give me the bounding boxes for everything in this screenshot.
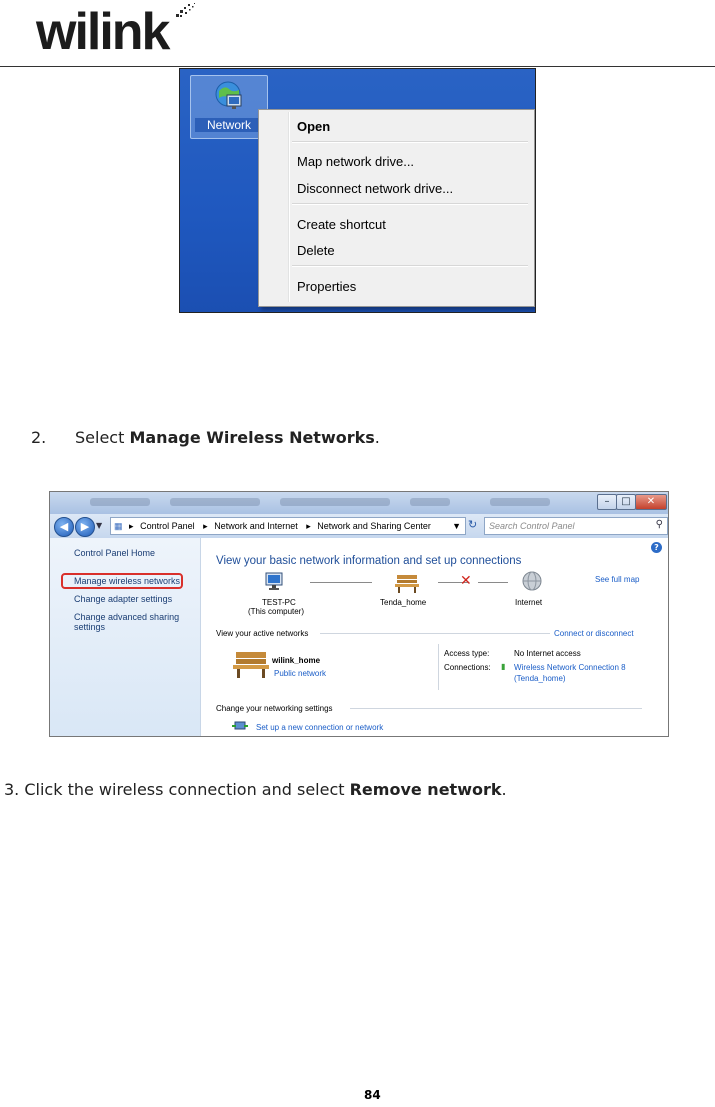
network-sharing-center-screenshot <box>49 491 669 737</box>
setup-connection-link[interactable]: Set up a new connection or network <box>256 723 384 732</box>
public-network-link[interactable]: Public network <box>274 669 327 678</box>
breadcrumb-sep-icon: ▸ <box>203 521 208 531</box>
internet-globe-icon <box>521 570 543 592</box>
address-dropdown-icon[interactable]: ▼ <box>452 521 461 531</box>
wireless-connection-link[interactable]: Wireless Network Connection 8 <box>514 663 626 672</box>
left-task-pane <box>50 538 201 736</box>
menu-separator <box>292 203 528 205</box>
breadcrumb-control-panel[interactable]: Control Panel <box>140 521 195 531</box>
menu-item-properties[interactable]: Properties <box>297 279 357 294</box>
search-input[interactable] <box>484 517 668 535</box>
network-name: wilink_home <box>272 656 321 665</box>
no-connection-x-icon: ✕ <box>460 573 472 589</box>
step-3-instruction <box>4 780 507 799</box>
node-internet-label: Internet <box>515 598 543 607</box>
menu-item-open[interactable]: Open <box>297 119 331 134</box>
new-connection-icon <box>231 720 249 732</box>
wireless-ssid-link[interactable]: (Tenda_home) <box>514 674 566 683</box>
signal-bars-icon: ▮ <box>501 662 506 671</box>
step-3-emphasis: Remove network <box>349 780 502 799</box>
breadcrumb-network-sharing-center[interactable]: Network and Sharing Center <box>317 521 431 531</box>
menu-gutter <box>288 112 290 302</box>
vertical-divider <box>438 644 439 690</box>
context-menu-screenshot <box>179 68 536 313</box>
section-rule <box>320 633 550 634</box>
network-icon-label: Network <box>195 118 263 132</box>
menu-separator <box>292 141 528 143</box>
main-heading: View your basic network information and set up connections <box>216 555 522 567</box>
network-desktop-icon[interactable] <box>190 75 268 139</box>
node-tenda-home-label: Tenda_home <box>380 598 427 607</box>
wilink-logo: wilink <box>36 3 169 61</box>
search-placeholder: Search Control Panel <box>489 521 575 531</box>
step-2-emphasis: Manage Wireless Networks <box>129 428 375 447</box>
map-link-line <box>310 582 372 583</box>
public-network-bench-icon <box>231 648 271 680</box>
active-networks-label: View your active networks <box>216 629 309 638</box>
menu-item-delete[interactable]: Delete <box>297 243 335 258</box>
refresh-icon[interactable]: ↻ <box>468 518 478 531</box>
back-arrow-icon[interactable]: ◀ <box>54 517 74 537</box>
node-test-pc-label: TEST-PC <box>262 598 296 607</box>
computer-icon <box>264 571 286 593</box>
close-window-button[interactable]: ✕ <box>635 494 667 510</box>
help-icon[interactable]: ? <box>651 542 662 553</box>
navigation-bar <box>50 514 668 538</box>
breadcrumb-sep-icon: ▸ <box>129 521 134 531</box>
context-menu <box>258 109 535 307</box>
logo-dots-icon <box>174 2 198 24</box>
maximize-button[interactable]: □ <box>616 494 636 510</box>
forward-arrow-icon[interactable]: ▶ <box>75 517 95 537</box>
menu-item-create-shortcut[interactable]: Create shortcut <box>297 217 386 232</box>
network-globe-icon <box>213 79 245 113</box>
menu-separator <box>292 265 528 267</box>
connections-label: Connections: <box>444 663 491 672</box>
window-titlebar <box>50 492 668 514</box>
connect-or-disconnect-link[interactable]: Connect or disconnect <box>554 629 634 638</box>
manage-wireless-networks-link[interactable]: Manage wireless networks <box>74 576 181 586</box>
access-type-value: No Internet access <box>514 649 581 658</box>
see-full-map-link[interactable]: See full map <box>595 575 640 584</box>
history-dropdown-icon[interactable]: ▼ <box>96 521 103 530</box>
map-link-line <box>478 582 508 583</box>
step-2-suffix: . <box>374 428 380 447</box>
control-panel-home-link[interactable]: Control Panel Home <box>74 548 156 558</box>
breadcrumb-sep-icon: ▸ <box>306 521 311 531</box>
control-panel-icon: ▦ <box>114 521 123 531</box>
change-adapter-settings-link[interactable]: Change adapter settings <box>74 594 173 604</box>
section-rule <box>350 708 642 709</box>
header-divider <box>0 66 715 67</box>
address-bar[interactable] <box>110 517 466 535</box>
step-3-text: 3. Click the wireless connection and select <box>4 780 350 799</box>
change-advanced-sharing-link[interactable]: Change advanced sharing <box>74 612 180 622</box>
step-2-instruction <box>75 428 380 447</box>
search-icon[interactable]: ⚲ <box>655 519 663 530</box>
step-2-text: Select <box>75 428 130 447</box>
step-3-suffix: . <box>501 780 507 799</box>
page-number: 84 <box>364 1088 381 1102</box>
change-advanced-sharing-link-line2[interactable]: settings <box>74 622 106 632</box>
access-type-label: Access type: <box>444 649 490 658</box>
minimize-button[interactable]: – <box>597 494 617 510</box>
breadcrumb-network-internet[interactable]: Network and Internet <box>214 521 298 531</box>
change-settings-label: Change your networking settings <box>216 704 333 713</box>
step-2-number: 2. <box>31 428 47 447</box>
menu-item-disconnect-network-drive[interactable]: Disconnect network drive... <box>297 181 454 196</box>
node-this-computer-label: (This computer) <box>248 607 305 616</box>
bench-icon <box>394 572 420 594</box>
menu-item-map-network-drive[interactable]: Map network drive... <box>297 154 415 169</box>
